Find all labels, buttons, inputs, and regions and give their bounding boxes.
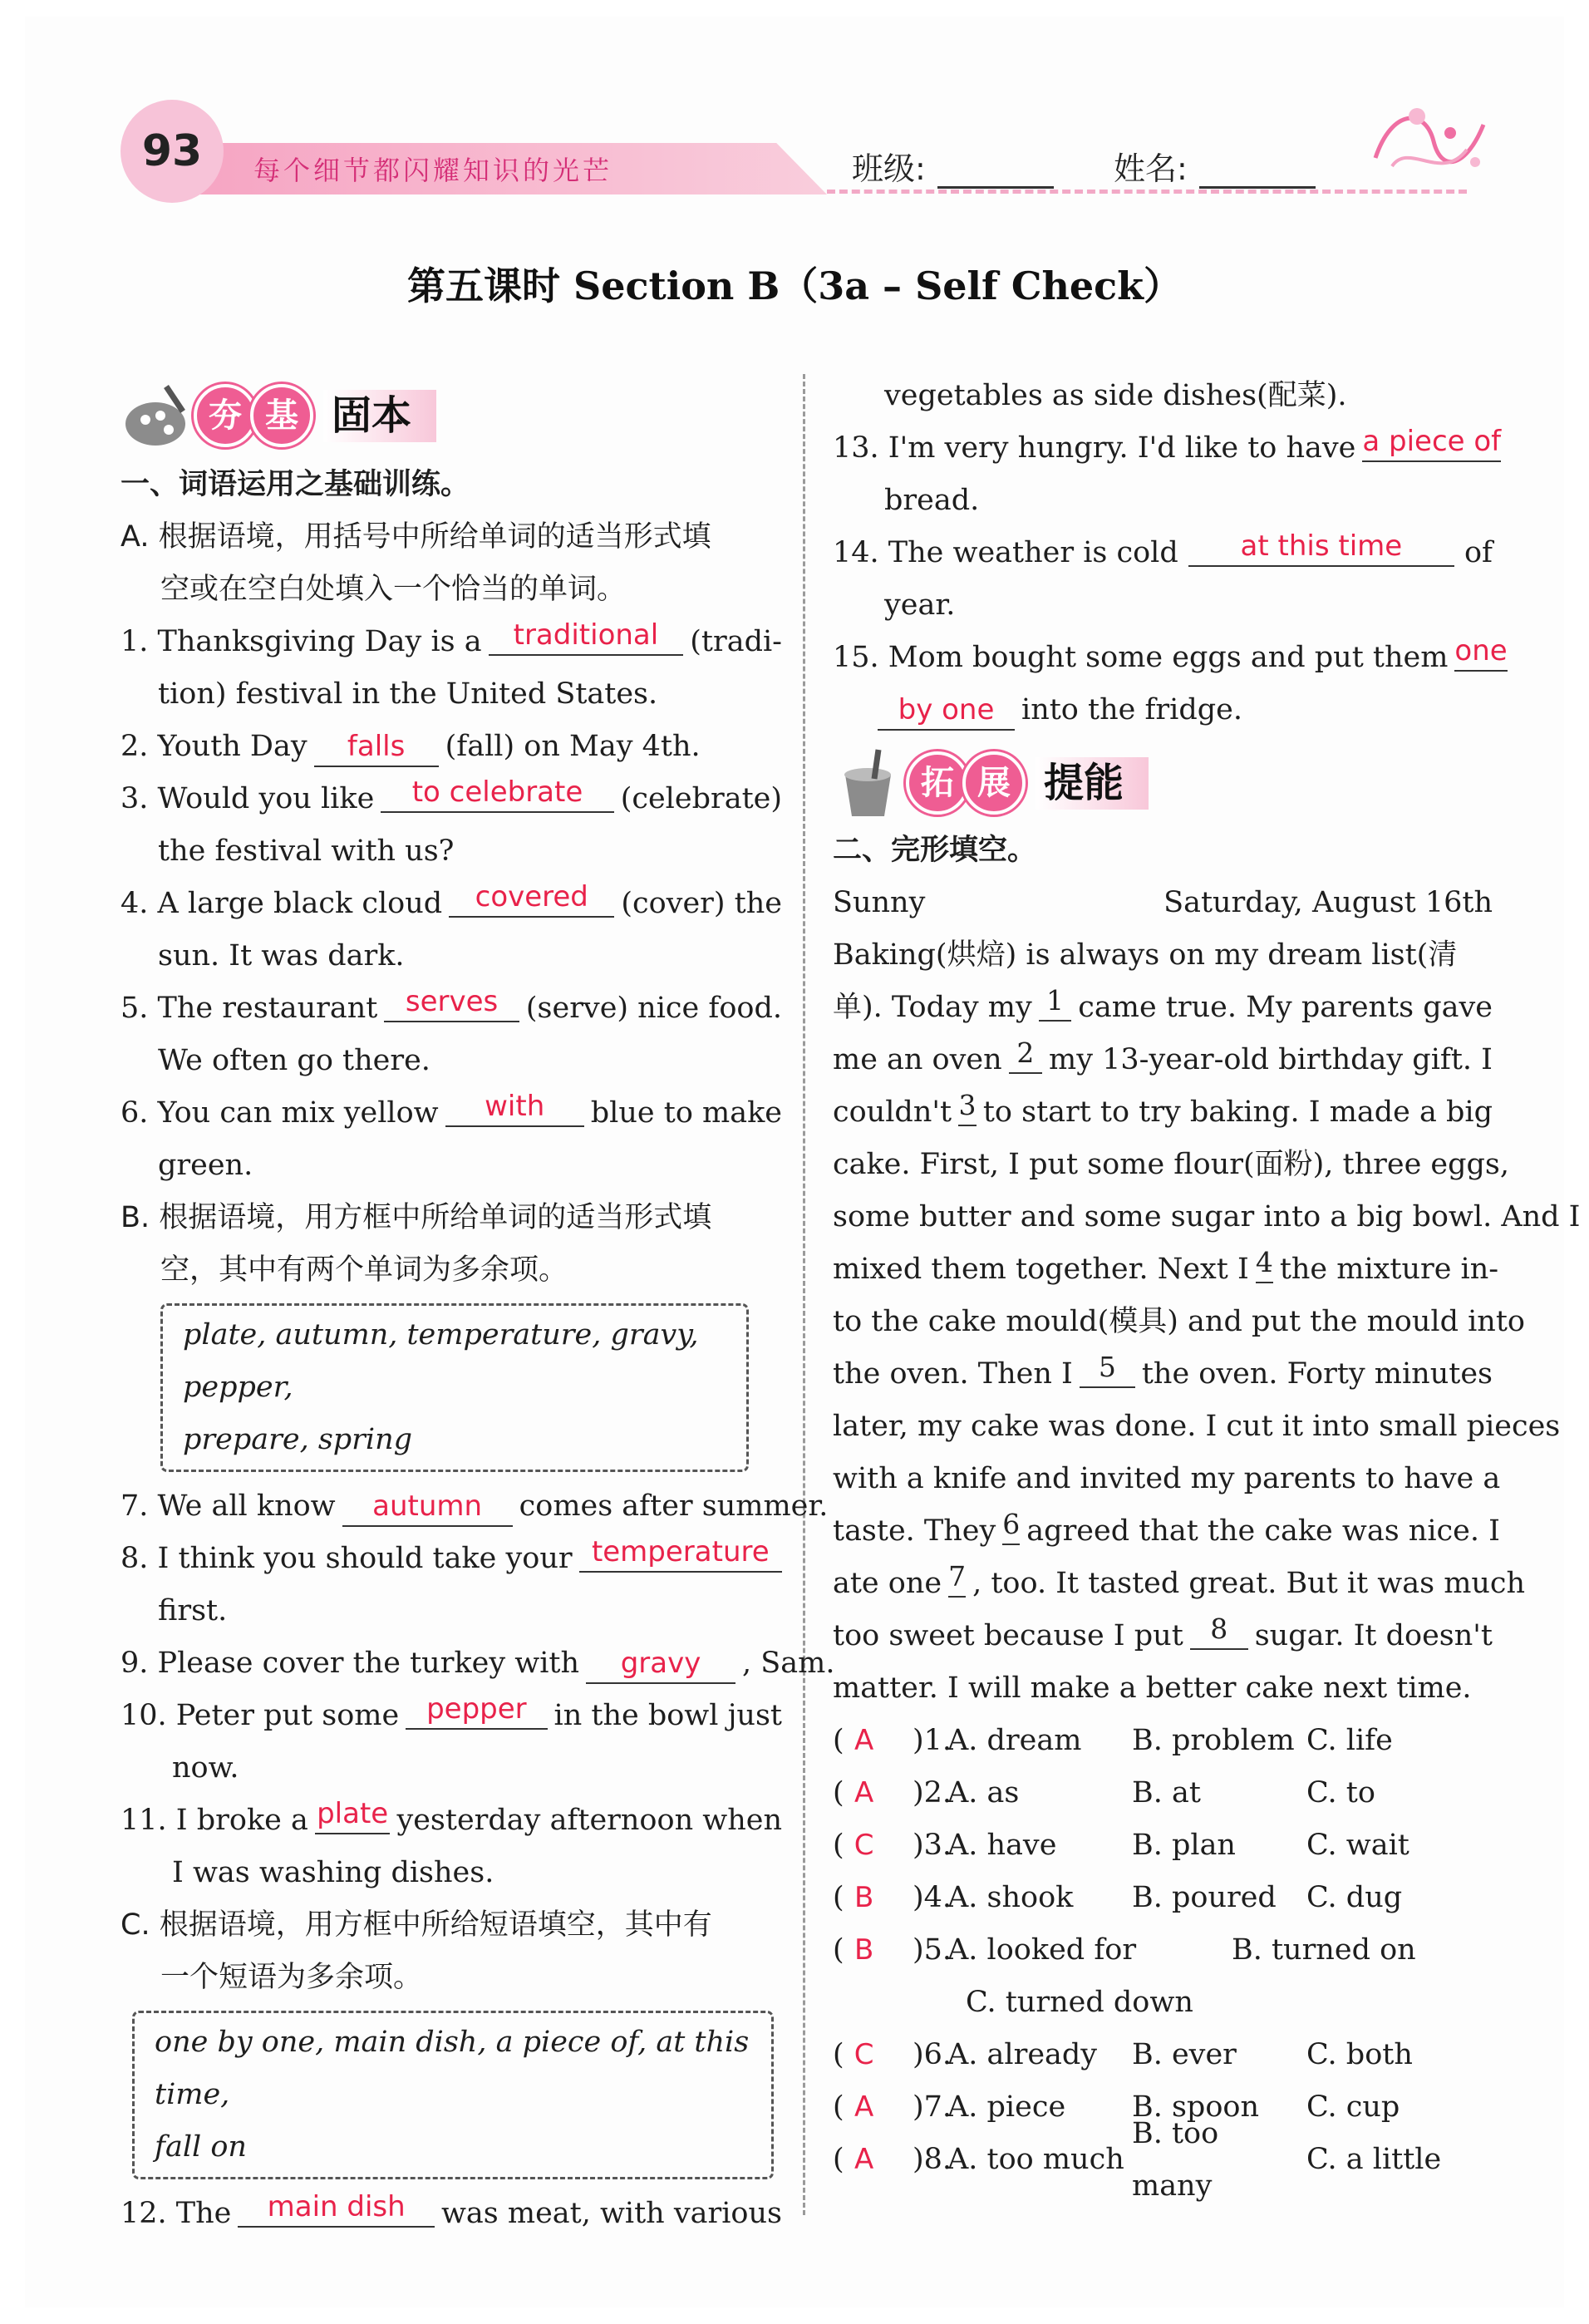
badge-char-1: 拓 <box>906 751 969 815</box>
passage-text: some butter and some sugar into a big bowl. And I <box>833 1200 1581 1233</box>
option-a: A. dream <box>947 1724 1082 1757</box>
item-1 <box>121 616 782 668</box>
passage-text: agreed that the cake was nice. I <box>1026 1514 1500 1548</box>
option-number: )4. <box>913 1881 952 1914</box>
blank-number: 4 <box>1255 1246 1273 1278</box>
option-row: ( A )1. A. dream B. problem C. life <box>833 1715 1493 1767</box>
passage-text: cake. First, I put some flour(面粉), three eggs, <box>833 1148 1510 1181</box>
option-number: )5. <box>913 1933 952 1967</box>
answer: by one <box>898 693 995 726</box>
partB-instruction-2: 空，其中有两个单词为多余项。 <box>160 1253 568 1287</box>
passage-text: taste. They <box>833 1514 996 1548</box>
choice-answer: A <box>854 1724 874 1757</box>
passage-text: my 13-year-old birthday gift. I <box>1049 1043 1493 1076</box>
partC-instruction-2: 一个短语为多余项。 <box>160 1961 423 1994</box>
answer: falls <box>347 730 406 763</box>
item-10-cont: now. <box>172 1751 239 1785</box>
word-box-line-2: prepare, spring <box>183 1423 413 1456</box>
choice-answer: A <box>854 2143 874 2176</box>
item-text: (cover) the <box>621 887 782 920</box>
column-divider <box>803 374 805 2215</box>
option-c: C. both <box>1306 2038 1413 2071</box>
answer: at this time <box>1240 529 1403 563</box>
passage-text: mixed them together. Next I <box>833 1253 1249 1286</box>
option-c: C. turned down <box>966 1986 1193 2019</box>
class-label: 班级: <box>852 150 926 187</box>
option-b: B. poured <box>1132 1881 1277 1914</box>
choice-answer: A <box>854 1776 874 1809</box>
partC-instruction-1: C. 根据语境，用方框中所给短语填空，其中有 <box>121 1908 712 1942</box>
item-text: into the fridge. <box>1021 693 1242 726</box>
item-8-cont: first. <box>158 1594 228 1627</box>
option-c: C. to <box>1306 1776 1375 1809</box>
passage-text: the mixture in- <box>1279 1253 1499 1286</box>
choice-answer: B <box>854 1881 874 1914</box>
option-row: ( B )5. A. looked for B. turned on <box>833 1924 1493 1977</box>
item-4 <box>121 878 782 930</box>
class-blank <box>937 158 1054 189</box>
item-text: comes after summer. <box>519 1489 829 1523</box>
partB-instruction-1: B. 根据语境，用方框中所给单词的适当形式填 <box>121 1201 712 1234</box>
item-14 <box>833 527 1493 579</box>
item-text: yesterday afternoon when <box>396 1804 782 1837</box>
diary-header <box>833 877 1493 929</box>
class-field <box>852 143 1054 189</box>
passage-text: me an oven <box>833 1043 1002 1076</box>
page-number: 93 <box>121 100 224 203</box>
partB-word-box <box>160 1303 749 1472</box>
partC-phrase-box <box>132 2011 774 2179</box>
item-text: 14. The weather is cold <box>833 536 1178 569</box>
item-9 <box>121 1637 835 1690</box>
option-a: A. shook <box>947 1881 1074 1914</box>
phrase-box-line-2: fall on <box>155 2130 247 2164</box>
option-number: )8. <box>913 2143 952 2176</box>
passage-line <box>833 1034 1493 1086</box>
phrase-box-line-1: one by one, main dish, a piece of, at this time, <box>155 2026 750 2111</box>
answer: temperature <box>591 1535 770 1568</box>
blank-number: 2 <box>1016 1036 1035 1069</box>
option-b: B. spoon <box>1132 2090 1260 2124</box>
blank-number: 6 <box>1002 1508 1021 1540</box>
item-11-cont: I was washing dishes. <box>172 1856 494 1889</box>
item-15 <box>833 632 1508 684</box>
option-number: )6. <box>913 2038 952 2071</box>
item-13-cont: bread. <box>884 484 980 517</box>
passage-line <box>833 1505 1500 1558</box>
item-text: 4. A large black cloud <box>121 887 443 920</box>
blank-number: 8 <box>1210 1613 1228 1645</box>
item-15-cont <box>833 684 1493 736</box>
choice-answer: C <box>854 2038 874 2071</box>
option-a: A. have <box>947 1829 1057 1862</box>
section2-badge <box>833 741 1493 825</box>
badge-char-2: 展 <box>962 751 1026 815</box>
passage-text: the oven. Forty minutes <box>1141 1357 1493 1391</box>
item-1-cont: tion) festival in the United States. <box>158 677 658 711</box>
option-b: B. at <box>1132 1776 1201 1809</box>
blank-number: 1 <box>1046 984 1065 1017</box>
passage-line <box>833 1558 1526 1610</box>
passage-text: Baking(烘焙) is always on my dream list(清 <box>833 938 1458 972</box>
answer: with <box>485 1090 545 1123</box>
passage-line <box>833 1243 1499 1296</box>
option-a: A. as <box>947 1776 1020 1809</box>
passage-text: later, my cake was done. I cut it into small pieces <box>833 1410 1561 1443</box>
passage-text: too sweet because I put <box>833 1619 1183 1652</box>
item-text: in the bowl just <box>553 1699 782 1732</box>
item-text: (serve) nice food. <box>525 992 782 1025</box>
partA-instruction-1: A. 根据语境，用括号中所给单词的适当形式填 <box>121 520 711 554</box>
passage-line <box>833 1610 1493 1662</box>
item-text: 9. Please cover the turkey with <box>121 1647 580 1680</box>
item-3 <box>121 773 782 825</box>
item-text: (fall) on May 4th. <box>445 730 701 763</box>
item-text: 10. Peter put some <box>121 1699 400 1732</box>
item-5 <box>121 982 782 1035</box>
item-7 <box>121 1480 829 1533</box>
badge-char-2: 基 <box>250 384 313 447</box>
passage-line <box>833 982 1493 1034</box>
answer: autumn <box>372 1489 483 1523</box>
option-number: )1. <box>913 1724 952 1757</box>
option-c: C. a little <box>1306 2143 1442 2176</box>
option-row: ( A )2. A. as B. at C. to <box>833 1767 1493 1819</box>
item-14-cont: year. <box>884 588 956 622</box>
option-row: ( B )4. A. shook B. poured C. dug <box>833 1872 1493 1924</box>
answer: plate <box>317 1797 389 1830</box>
item-8 <box>121 1533 782 1585</box>
passage-text: couldn't <box>833 1096 952 1129</box>
option-number: )2. <box>913 1776 952 1809</box>
passage-text: with a knife and invited my parents to have a <box>833 1462 1501 1495</box>
item-text: 12. The <box>121 2197 232 2230</box>
blank-number: 5 <box>1098 1351 1116 1383</box>
item-text: of <box>1464 536 1493 569</box>
item-text: 3. Would you like <box>121 782 375 815</box>
passage-line <box>833 1086 1493 1139</box>
answer: pepper <box>426 1692 527 1726</box>
passage-line <box>833 1401 1561 1453</box>
item-12-cont: vegetables as side dishes(配菜). <box>884 379 1347 412</box>
item-12 <box>121 2188 782 2240</box>
blank-number: 3 <box>958 1089 977 1121</box>
name-field <box>1114 143 1316 189</box>
answer: traditional <box>513 618 659 652</box>
item-text: 11. I broke a <box>121 1804 308 1837</box>
answer: covered <box>475 880 588 913</box>
passage-line <box>833 1348 1493 1401</box>
item-text: 15. Mom bought some eggs and put them <box>833 641 1449 674</box>
diary-date: Saturday, August 16th <box>1163 886 1493 919</box>
item-10 <box>121 1690 782 1742</box>
item-text: 5. The restaurant <box>121 992 378 1025</box>
badge-char-1: 夯 <box>194 384 257 447</box>
option-b: B. problem <box>1132 1724 1295 1757</box>
passage-line <box>833 929 1493 982</box>
option-a: A. looked for <box>947 1933 1137 1967</box>
option-c: C. dug <box>1306 1881 1403 1914</box>
passage-line <box>833 1453 1501 1505</box>
answer: to celebrate <box>411 775 583 809</box>
passage-line <box>833 1139 1510 1191</box>
item-text: , Sam. <box>742 1647 835 1680</box>
item-text: 2. Youth Day <box>121 730 307 763</box>
blank-number: 7 <box>948 1560 967 1593</box>
answer: gravy <box>620 1647 701 1680</box>
option-c: C. wait <box>1306 1829 1409 1862</box>
section1-badge <box>121 374 782 457</box>
answer: main dish <box>267 2190 406 2223</box>
option-b: B. turned on <box>1232 1933 1416 1967</box>
diary-weather: Sunny <box>833 886 926 919</box>
passage-text: to start to try baking. I made a big <box>982 1096 1493 1129</box>
item-6 <box>121 1087 782 1140</box>
option-number: )3. <box>913 1829 952 1862</box>
lesson-title: 第五课时 Section B（3a – Self Check） <box>406 263 1183 308</box>
cloze-passage <box>833 929 1581 1715</box>
option-a: A. too much <box>947 2143 1124 2176</box>
passage-text: 单). Today my <box>833 991 1032 1024</box>
item-text: (celebrate) <box>620 782 782 815</box>
option-a: A. already <box>947 2038 1098 2071</box>
paint-palette-icon <box>121 378 195 453</box>
partA-instruction-2: 空或在空白处填入一个恰当的单词。 <box>160 573 627 606</box>
passage-text: came true. My parents gave <box>1078 991 1493 1024</box>
item-4-cont: sun. It was dark. <box>158 939 405 972</box>
options-list <box>833 1715 1493 2203</box>
name-blank <box>1199 158 1316 189</box>
answer: one <box>1454 634 1508 667</box>
option-b: B. too many <box>1132 2116 1219 2203</box>
option-c: C. cup <box>1306 2090 1400 2124</box>
choice-answer: A <box>854 2090 874 2124</box>
choice-answer: B <box>854 1933 874 1967</box>
item-text: (tradi- <box>690 625 782 658</box>
passage-text: the oven. Then I <box>833 1357 1073 1391</box>
item-6-cont: green. <box>158 1149 253 1182</box>
option-number: )7. <box>913 2090 952 2124</box>
passage-text: sugar. It doesn't <box>1254 1619 1493 1652</box>
badge-text: 提能 <box>1036 757 1149 810</box>
option-row: ( A )7. A. piece B. spoon C. cup <box>833 2081 1493 2134</box>
answer: serves <box>405 985 499 1018</box>
flourish-icon <box>1367 91 1492 191</box>
option-row: ( C )3. A. have B. plan C. wait <box>833 1819 1493 1872</box>
answer: a piece of <box>1362 425 1502 458</box>
word-box-line-1: plate, autumn, temperature, gravy, pepper, <box>183 1318 699 1404</box>
badge-text: 固本 <box>323 390 436 442</box>
item-13 <box>833 422 1502 475</box>
option-b: B. plan <box>1132 1829 1236 1862</box>
item-text: 13. I'm very hungry. I'd like to have <box>833 431 1356 465</box>
option-row-cont <box>833 1977 1493 2029</box>
item-11 <box>121 1795 782 1847</box>
option-row: ( C )6. A. already B. ever C. both <box>833 2029 1493 2081</box>
header-motto: 每个细节都闪耀知识的光芒 <box>253 155 613 186</box>
passage-text: to the cake mould(模具) and put the mould into <box>833 1305 1525 1338</box>
section2-heading: 二、完形填空。 <box>833 834 1037 867</box>
name-label: 姓名: <box>1114 150 1188 187</box>
item-text: 6. You can mix yellow <box>121 1096 439 1130</box>
passage-line <box>833 1191 1581 1243</box>
option-a: A. piece <box>947 2090 1066 2124</box>
item-5-cont: We often go there. <box>158 1044 430 1077</box>
item-text: 8. I think you should take your <box>121 1542 573 1575</box>
option-c: C. life <box>1306 1724 1393 1757</box>
item-2 <box>121 721 782 773</box>
passage-text: , too. It tasted great. But it was much <box>972 1567 1526 1600</box>
item-text: blue to make <box>590 1096 782 1130</box>
passage-line <box>833 1296 1525 1348</box>
item-text: 7. We all know <box>121 1489 336 1523</box>
choice-answer: C <box>854 1829 874 1862</box>
item-text: 1. Thanksgiving Day is a <box>121 625 482 658</box>
passage-text: ate one <box>833 1567 942 1600</box>
section1-heading: 一、词语运用之基础训练。 <box>121 468 470 501</box>
passage-line <box>833 1662 1493 1715</box>
left-column <box>121 374 835 2240</box>
item-3-cont: the festival with us? <box>158 835 455 868</box>
option-row: ( A )8. A. too much B. too many C. a little <box>833 2134 1493 2186</box>
paint-bucket-icon <box>833 746 908 820</box>
page-header <box>121 91 1492 216</box>
right-column <box>833 370 1581 2203</box>
option-b: B. ever <box>1132 2038 1237 2071</box>
passage-text: matter. I will make a better cake next time. <box>833 1672 1472 1705</box>
item-text: was meat, with various <box>440 2197 782 2230</box>
